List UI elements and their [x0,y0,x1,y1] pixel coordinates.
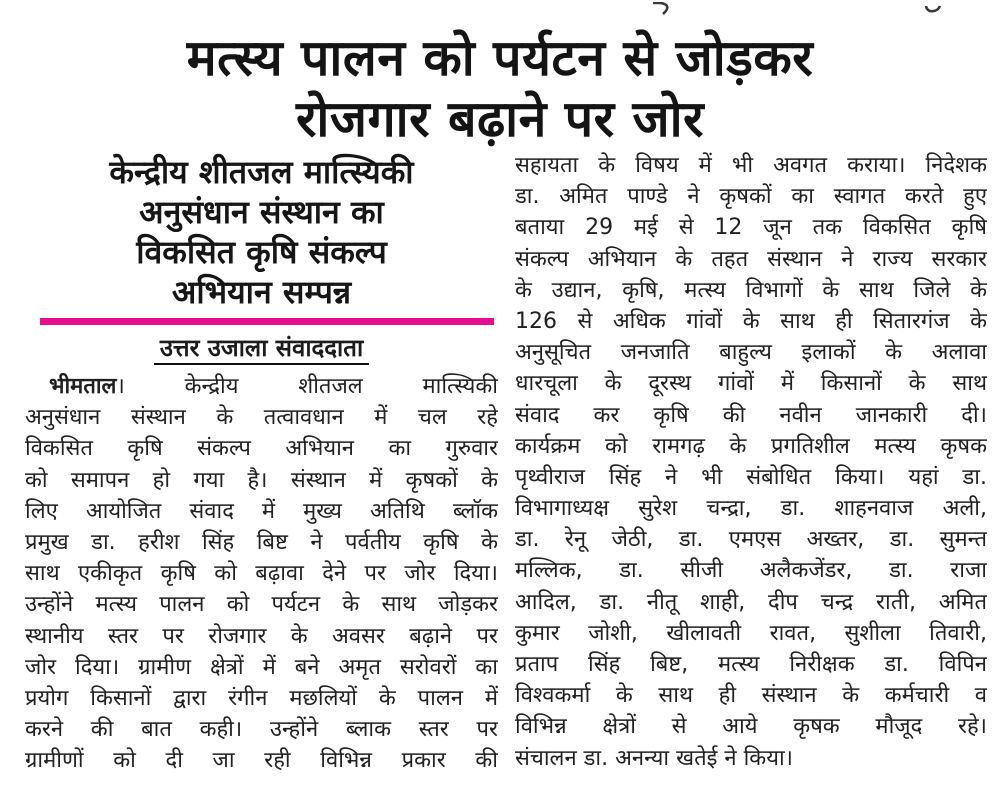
left-column [25,152,498,776]
text-line: 126 से अधिक गांवों के साथ ही सितारगंज के [515,308,987,334]
text-line: करने की बात कही। उन्होंने ब्लाक स्तर पर [25,717,498,743]
text-line: स्थानीय स्तर पर रोजगार के अवसर बढ़ाने पर [25,623,498,649]
text-line: लिए आयोजित संवाद में मुख्य अतिथि ब्लॉक [25,498,498,524]
left-body-lines [25,402,498,776]
text-line: अनुसूचित जनजाति बाहुल्य इलाकों के अलावा [515,340,987,366]
byline: उत्तर उजाला संवाददाता [154,334,369,365]
text-line: केन्द्रीय शीतजल मात्स्यिकी [109,153,414,191]
text-line: अनुसंधान संस्थान का [139,193,384,231]
text-line: डा. अमित पाण्डे ने कृषकों का स्वागत करते हुए [515,184,987,210]
text-line: अभियान सम्पन्न [171,273,352,311]
text-line [25,371,498,402]
text-line: विभागाध्यक्ष सुरेश चन्द्रा, डा. शाहनवाज अली, [515,496,987,522]
text-line: प्रयोग किसानों द्वारा रंगीन मछलियों के पालन में [25,685,498,711]
article-subheadline [25,152,498,312]
text-line: साथ एकीकृत कृषि को बढ़ावा देने पर जोर दिया। [25,561,498,587]
text-line: विश्वकर्मा के साथ ही संस्थान के कर्मचारी व [515,683,987,709]
glyph-fragment-icon [650,0,674,19]
text-line: जोर दिया। ग्रामीण क्षेत्रों में बने अमृत सरोवरों का [25,654,498,680]
headline-line-2: रोजगार बढ़ाने पर जोर [295,90,705,148]
text-line: विभिन्न क्षेत्रों से आये कृषक मौजूद रहे। [515,714,987,740]
text-line: संवाद कर कृषि की नवीन जानकारी दी। [515,402,987,428]
text-line: को समापन हो गया है। संस्थान में कृषकों के [25,467,498,493]
text-line: पृथ्वीराज सिंह ने भी संबोधित किया। यहां डा. [515,464,987,490]
headline-line-1: मत्स्य पालन को पर्यटन से जोड़कर [186,29,814,87]
text-line: प्रमुख डा. हरीश सिंह बिष्ट ने पर्वतीय कृषि के [25,529,498,555]
text-line: मल्लिक, डा. सीजी अलैकजेंडर, डा. राजा [515,558,987,584]
dateline: भीमताल [49,374,117,399]
text-line: ग्रामीणों को दी जा रही विभिन्न प्रकार की [25,748,498,774]
text-line: विकसित कृषि संकल्प अभियान का गुरुवार [25,436,498,462]
pink-divider-rule [40,318,494,325]
left-body-text [25,371,498,776]
glyph-fragment-icon [924,0,942,19]
right-body-lines [515,150,987,774]
article-headline [0,28,1000,150]
text-line: संचालन डा. अनन्या खतेई ने किया। [515,745,793,771]
text-line: बताया 29 मई से 12 जून तक विकसित कृषि [515,215,987,241]
text-line: धारचूला के दूरस्थ गांवों में किसानों के साथ [515,371,987,397]
right-column [515,150,987,774]
text-line: विकसित कृषि संकल्प [136,233,387,271]
text-line: के उद्यान, कृषि, मत्स्य विभागों के साथ जिले के [515,277,987,303]
text-line: डा. रेनू जेठी, डा. एमएस अख्तर, डा. सुमन्त [515,527,987,553]
text-line: प्रताप सिंह बिष्ट, मत्स्य निरीक्षक डा. विपिन [515,652,987,677]
text-line: संकल्प अभियान के तहत संस्थान ने राज्य सरकार [515,246,987,272]
text-line: आदिल, डा. नीतू शाही, दीप चन्द्र राती, अमित [515,589,987,615]
text-line: कार्यक्रम को रामगढ़ के प्रगतिशील मत्स्य कृषक [515,433,987,459]
text-line: अनुसंधान संस्थान के तत्वावधान में चल रहे [25,405,498,431]
byline-wrap [25,334,498,366]
text-line: कुमार जोशी, खीलावती रावत, सुशीला तिवारी, [515,620,987,646]
first-line-rest: । केन्द्रीय शीतजल मात्स्यिकी [116,374,498,399]
text-line: सहायता के विषय में भी अवगत कराया। निदेशक [515,153,987,178]
text-line: उन्होंने मत्स्य पालन को पर्यटन के साथ जोड़कर [25,592,498,618]
